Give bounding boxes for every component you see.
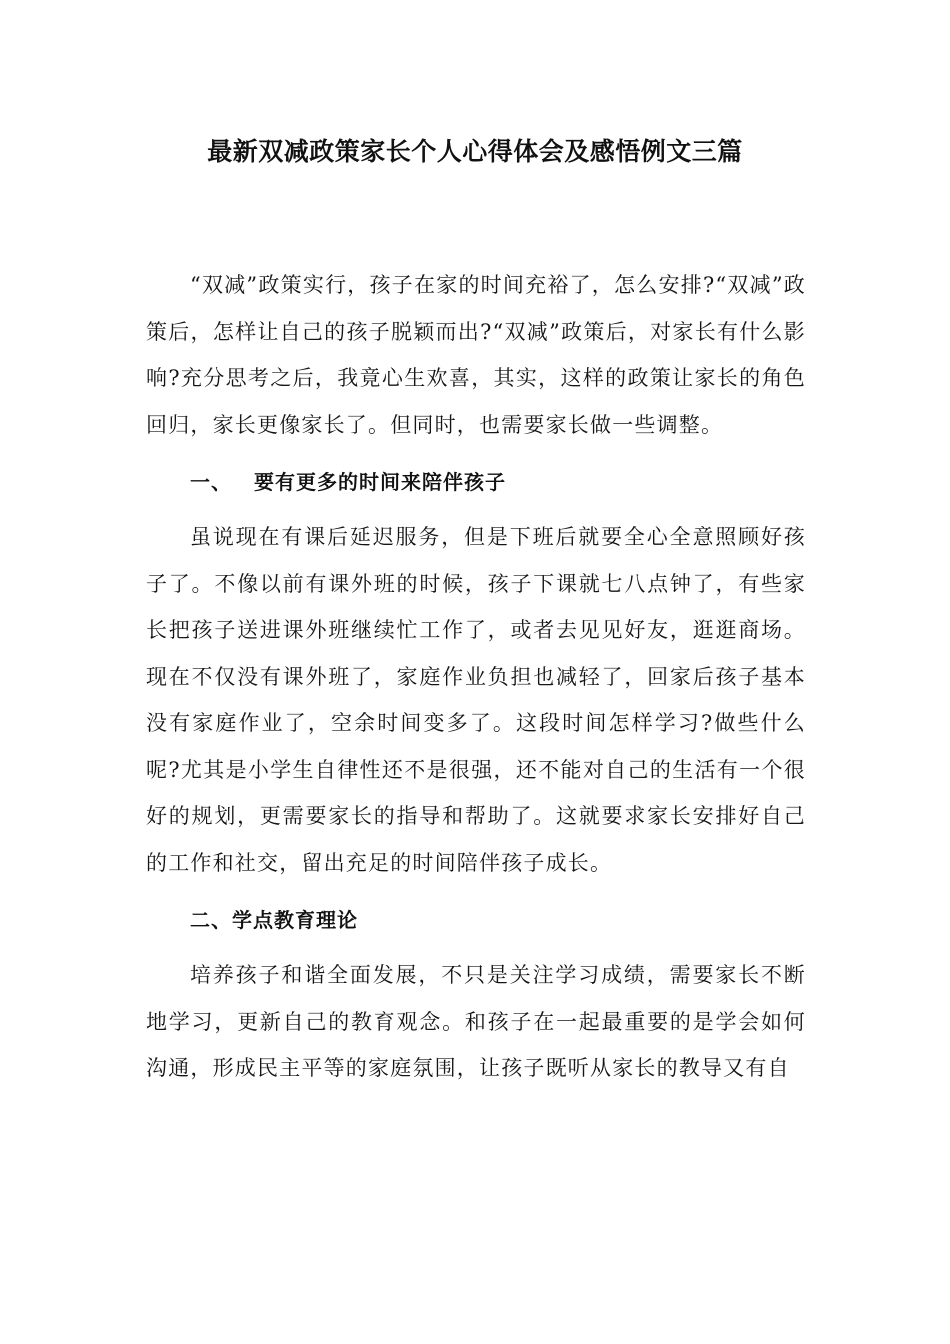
intro-paragraph: “双减”政策实行，孩子在家的时间充裕了，怎么安排?“双减”政策后，怎样让自己的孩子脱颖而出?“双减”政策后，对家长有什么影响?充分思考之后，我竟心生欢喜，其实，这样的政策让家长的角色回归，家长更像家长了。但同时，也需要家长做一些调整。 — [146, 273, 806, 437]
section-number-1: 一、 — [190, 470, 232, 494]
section-heading-2 — [146, 888, 806, 952]
section-heading-text-1: 要有更多的时间来陪伴孩子 — [254, 470, 506, 494]
section-paragraph-2: 培养孩子和谐全面发展，不只是关注学习成绩，需要家长不断地学习，更新自己的教育观念。和孩子在一起最重要的是学会如何沟通，形成民主平等的家庭氛围，让孩子既听从家长的教导又有自 — [146, 963, 806, 1080]
section-number-2: 二、 — [190, 908, 232, 932]
document-body — [146, 262, 806, 1092]
section-heading-1 — [146, 450, 806, 514]
section-paragraph-1: 虽说现在有课后延迟服务，但是下班后就要全心全意照顾好孩子了。不像以前有课外班的时候，孩子下课就七八点钟了，有些家长把孩子送进课外班继续忙工作了，或者去见见好友，逛逛商场。现在不仅没有课外班了，家庭作业负担也减轻了，回家后孩子基本没有家庭作业了，空余时间变多了。这段时间怎样学习?做些什么呢?尤其是小学生自律性还不是很强，还不能对自己的生活有一个很好的规划，更需要家长的指导和帮助了。这就要求家长安排好自己的工作和社交，留出充足的时间陪伴孩子成长。 — [146, 525, 806, 875]
section-heading-text-2: 学点教育理论 — [232, 908, 358, 932]
document-title: 最新双减政策家长个人心得体会及感悟例文三篇 — [207, 137, 743, 166]
